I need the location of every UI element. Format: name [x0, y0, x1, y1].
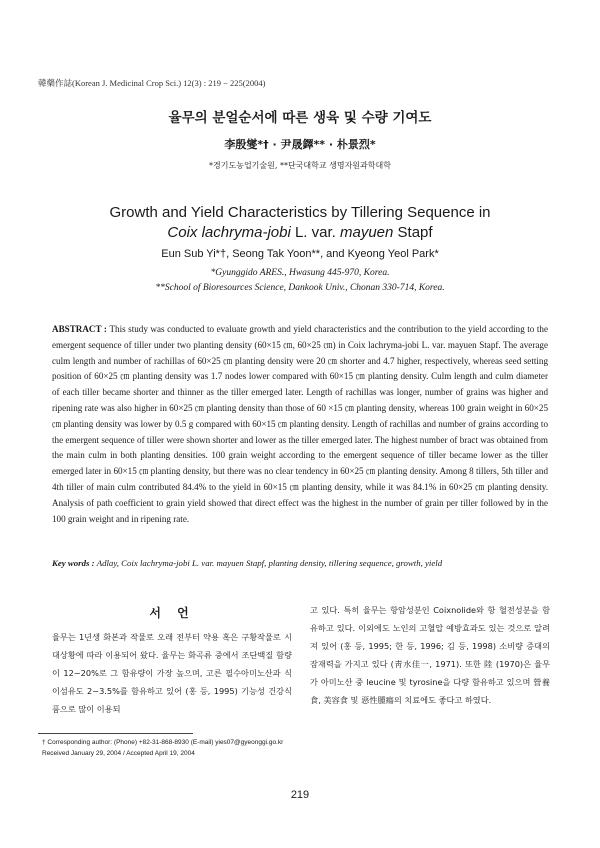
english-title-line1: Growth and Yield Characteristics by Tillering Sequence in: [109, 204, 491, 221]
english-title-line2: [0, 223, 600, 243]
english-title: [0, 203, 600, 243]
korean-affiliation: *경기도농업기술원, **단국대학교 생명자원과학대학: [209, 161, 391, 170]
keywords-text: Adlay, Coix lachryma-jobi L. var. mayuen Stapf, planting density, tillering sequence, growth, yield: [96, 558, 443, 568]
introduction-heading: 서 언: [149, 606, 195, 620]
affiliation-2: **School of Bioresources Science, Dankook Univ., Chonan 330-714, Korea.: [155, 283, 445, 293]
introduction-left-column: 율무는 1년생 화본과 작물로 오래 전부터 약용 혹은 구황작물로 시대상황에 따라 이용되어 왔다. 율무는 화곡류 중에서 조단백질 함량이 12∼20%로 그 함유량이 가장 높으며, 고른 필수아미노산과 식이섬유도 2∼3.5%를 함유하고 있어 (홍 등, 1995) 기능성 건강식품으로 많이 이용되: [52, 632, 292, 714]
english-title-variety: mayuen: [340, 224, 394, 241]
korean-title: 율무의 분얼순서에 따른 생육 및 수량 기여도: [168, 110, 432, 126]
keywords: [52, 558, 548, 568]
footnote-rule: [38, 733, 193, 734]
english-title-rest: L. var.: [290, 224, 340, 241]
english-title-author: Stapf: [393, 224, 433, 241]
english-title-species: Coix lachryma-jobi: [167, 224, 291, 241]
introduction-right-column: 고 있다. 특히 율무는 항암성분인 Coixnolide와 항 혈전성분을 함유하고 있다. 이외에도 노인의 고혈압 예방효과도 있는 것으로 알려져 있어 (홍 등, 1995; 한 등, 1996; 김 등, 1998) 소비량 증대의 잠재력을 가지고 있다 (靑水佳一, 1971). 또한 陸 (1970)은 율무가 아미노산 중 leucine 및 tyrosine을 다량 함유하고 있으며 營養食, 美容食 및 惡性腫瘍의 치료에도 좋다고 하였다.: [310, 605, 550, 705]
footnote-received-dates: Received January 29, 2004 / Accepted April 19, 2004: [42, 750, 195, 757]
abstract-text: This study was conducted to evaluate growth and yield characteristics and the contribution to the yield according to the emergent sequence of tiller under two planting density (60×15 ㎝, 60×25 ㎝) in Coix lachryma-jobi L. var. mayuen Stapf. The average culm length and number of rachillas of 60×25 ㎝ planting density were 20 ㎝ shorter and 4.7 higher, respectively, whereas seed setting position of 60×25 ㎝ planting density was 1.7 nodes lower compared with 60×15 ㎝ planting density. Culm length and culm diameter of each tiller became shorter and thinner as the tiller emerged later. Length of rachillas was longer, number of grains was higher and ripening rate was also higher in 60×25 ㎝ planting density than those of 60 ×15 ㎝ planting density, whereas 100 grain weight in 60×25 ㎝ planting density was lower by 0.5 g compared with 60×15 ㎝ planting density. Length of rachillas and number of grains according to the emergent sequence of tiller were shown shorter and lower as the tiller emerged later. The highest number of bract was obtained from the main culm in both planting densities. 100 grain weight according to the emergent sequence of tiller became lower as the tiller emerged later in 60×15 ㎝ planting density, but there was no clear tendency in 60×25 ㎝ planting density. Among 8 tillers, 5th tiller and 4th tiller of main culm contributed 84.4% to the yield in 60×15 ㎝ planting density, while it was 84.1% in 60×25 ㎝ planting density. Analysis of path coefficient to grain yield showed that direct effect was the highest in the number of grain per tiller followed by in the 100 grain weight and in ripening rate.: [52, 324, 548, 524]
keywords-label: Key words :: [52, 558, 97, 568]
page-number: 219: [290, 789, 310, 801]
abstract-label: ABSTRACT :: [52, 324, 110, 334]
abstract: [52, 322, 548, 527]
footnote-corresponding-author: † Corresponding author: (Phone) +82-31-868-8930 (E-mail) yies07@gyeonggi.go.kr: [42, 739, 284, 746]
journal-citation: 韓藥作誌(Korean J. Medicinal Crop Sci.) 12(3) : 219 − 225(2004): [38, 78, 266, 88]
korean-authors: 李殷燮*† · 尹晟鐸** · 朴景烈*: [224, 138, 376, 151]
affiliation-1: *Gyunggido ARES., Hwasung 445-970, Korea.: [210, 268, 390, 278]
english-authors: Eun Sub Yi*†, Seong Tak Yoon**, and Kyeong Yeol Park*: [161, 248, 439, 260]
